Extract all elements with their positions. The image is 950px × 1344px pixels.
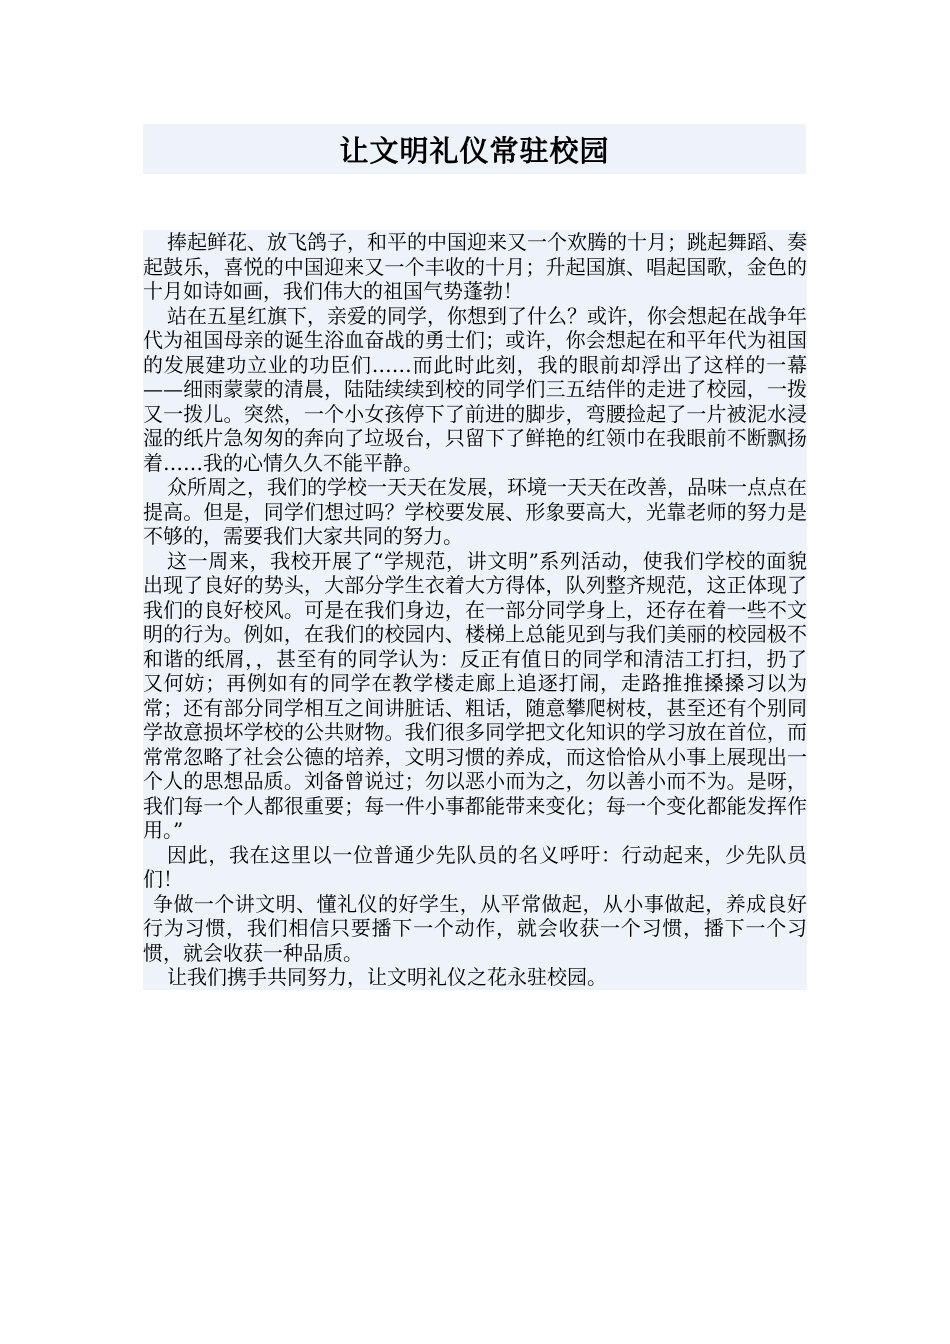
- paragraph-5: 因此，我在这里以一位普通少先队员的名义呼吁：行动起来，少先队员们！: [143, 842, 807, 891]
- paragraph-7: 让我们携手共同努力，让文明礼仪之花永驻校园。: [143, 965, 807, 990]
- document-title: 让文明礼仪常驻校园: [339, 133, 610, 168]
- paragraph-4: 这一周来，我校开展了“学规范，讲文明”系列活动，使我们学校的面貌出现了良好的势头，大部分学生衣着大方得体，队列整齐规范，这正体现了我们的良好校风。可是在我们身边，在一部分同学身上，还存在着一些不文明的行为。例如，在我们的校园内、楼梯上总能见到与我们美丽的校园极不和谐的纸屑，，甚至有的同学认为：反正有值日的同学和清洁工打扫，扔了又何妨；再例如有的同学在教学楼走廊上追逐打闹，走路推推搡搡习以为常；还有部分同学相互之间讲脏话、粗话，随意攀爬树枝，甚至还有个别同学故意损坏学校的公共财物。我们很多同学把文化知识的学习放在首位，而常常忽略了社会公德的培养，文明习惯的养成，而这恰恰从小事上展现出一个人的思想品质。刘备曾说过；勿以恶小而为之，勿以善小而不为。是呀，我们每一个人都很重要；每一件小事都能带来变化；每一个变化都能发挥作用。”: [143, 548, 807, 842]
- paragraph-1: 捧起鲜花、放飞鸽子，和平的中国迎来又一个欢腾的十月；跳起舞蹈、奏起鼓乐，喜悦的中国迎来又一个丰收的十月；升起国旗、唱起国歌，金色的十月如诗如画，我们伟大的祖国气势蓬勃！: [143, 230, 807, 303]
- title-band: [143, 124, 806, 174]
- paragraph-6: 争做一个讲文明、懂礼仪的好学生，从平常做起，从小事做起，养成良好行为习惯，我们相信只要播下一个动作，就会收获一个习惯，播下一个习惯，就会收获一种品质。: [143, 891, 807, 965]
- document-body: [143, 230, 807, 990]
- paragraph-2: 站在五星红旗下，亲爱的同学，你想到了什么？或许，你会想起在战争年代为祖国母亲的诞生浴血奋战的勇士们；或许，你会想起在和平年代为祖国的发展建功立业的功臣们……而此时此刻，我的眼前却浮出了这样的一幕——细雨蒙蒙的清晨，陆陆续续到校的同学们三五结伴的走进了校园，一拨又一拨儿。突然，一个小女孩停下了前进的脚步，弯腰捡起了一片被泥水浸湿的纸片急匆匆的奔向了垃圾台，只留下了鲜艳的红领巾在我眼前不断飘扬着……我的心情久久不能平静。: [143, 303, 807, 475]
- paragraph-3: 众所周之，我们的学校一天天在发展，环境一天天在改善，品味一点点在提高。但是，同学们想过吗？学校要发展、形象要高大，光靠老师的努力是不够的，需要我们大家共同的努力。: [143, 475, 807, 548]
